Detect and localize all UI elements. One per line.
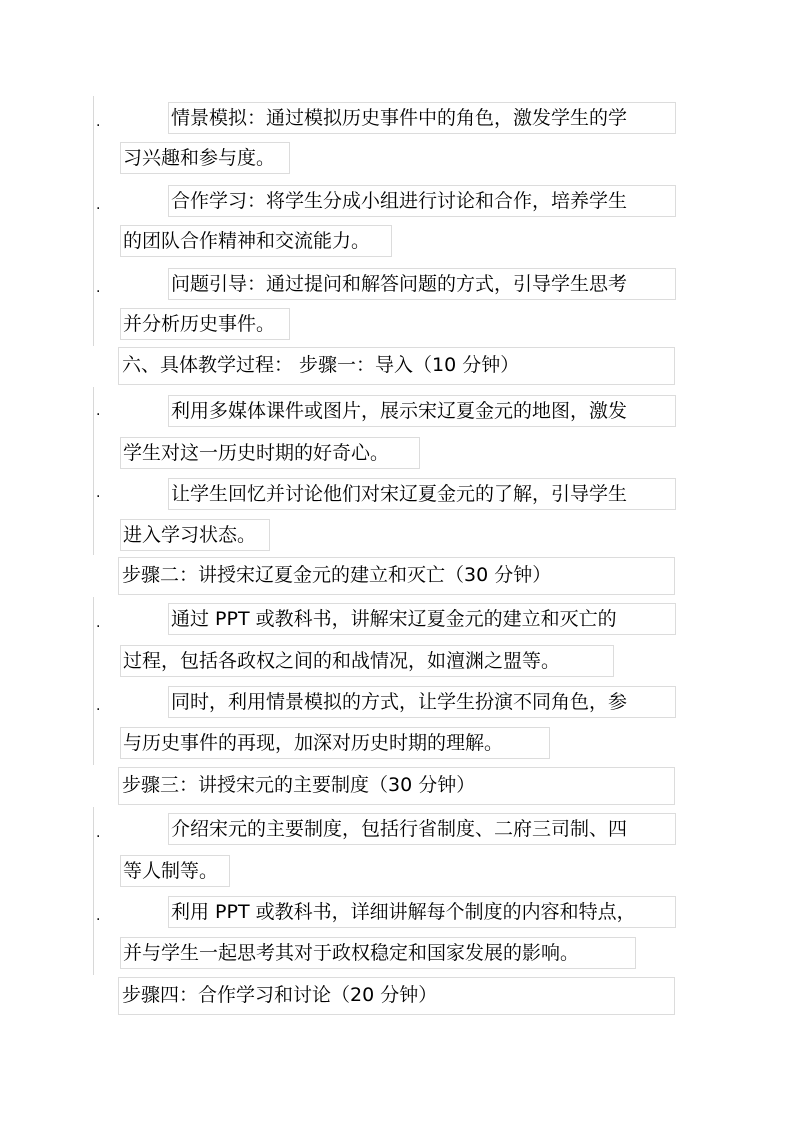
paragraph-line: 的团队合作精神和交流能力。 — [120, 225, 392, 257]
paragraph-line: 并分析历史事件。 — [120, 308, 290, 340]
step-one-section — [93, 387, 676, 555]
paragraph-line: 习兴趣和参与度。 — [120, 142, 290, 174]
paragraph-line: 合作学习：将学生分成小组进行讨论和合作，培养学生 — [168, 185, 676, 217]
bullet-marker: . — [96, 698, 101, 714]
step-three-section — [93, 807, 676, 975]
paragraph-line: 介绍宋元的主要制度，包括行省制度、二府三司制、四 — [168, 813, 676, 845]
section-heading: 步骤四：合作学习和讨论（20 分钟） — [118, 977, 675, 1015]
bullet-marker: . — [96, 280, 101, 296]
step-two-section — [93, 597, 676, 765]
paragraph-line: 等人制等。 — [120, 855, 230, 887]
bullet-marker: . — [96, 485, 101, 501]
paragraph-line: 同时，利用情景模拟的方式，让学生扮演不同角色，参 — [168, 686, 676, 718]
paragraph-line: 过程，包括各政权之间的和战情况，如澶渊之盟等。 — [120, 645, 614, 677]
paragraph-line: 并与学生一起思考其对于政权稳定和国家发展的影响。 — [120, 937, 636, 969]
bullet-marker: . — [96, 403, 101, 419]
paragraph-line: 与历史事件的再现，加深对历史时期的理解。 — [120, 727, 550, 759]
bullet-marker: . — [96, 197, 101, 213]
paragraph-line: 情景模拟：通过模拟历史事件中的角色，激发学生的学 — [168, 102, 676, 134]
paragraph-line: 利用 PPT 或教科书，详细讲解每个制度的内容和特点， — [168, 896, 676, 928]
bullet-marker: . — [96, 114, 101, 130]
section-heading: 步骤三：讲授宋元的主要制度（30 分钟） — [118, 767, 675, 805]
paragraph-line: 学生对这一历史时期的好奇心。 — [120, 437, 420, 469]
section-heading: 六、具体教学过程： 步骤一：导入（10 分钟） — [118, 347, 675, 385]
bullet-marker: . — [96, 825, 101, 841]
paragraph-line: 通过 PPT 或教科书，讲解宋辽夏金元的建立和灭亡的 — [168, 603, 676, 635]
paragraph-line: 问题引导：通过提问和解答问题的方式，引导学生思考 — [168, 268, 676, 300]
bullet-marker: . — [96, 908, 101, 924]
paragraph-line: 进入学习状态。 — [120, 519, 270, 551]
paragraph-line: 利用多媒体课件或图片，展示宋辽夏金元的地图，激发 — [168, 395, 676, 427]
bullet-marker: . — [96, 615, 101, 631]
paragraph-line: 让学生回忆并讨论他们对宋辽夏金元的了解，引导学生 — [168, 478, 676, 510]
section-heading: 步骤二：讲授宋辽夏金元的建立和灭亡（30 分钟） — [118, 557, 675, 595]
teaching-methods-section — [93, 96, 676, 346]
